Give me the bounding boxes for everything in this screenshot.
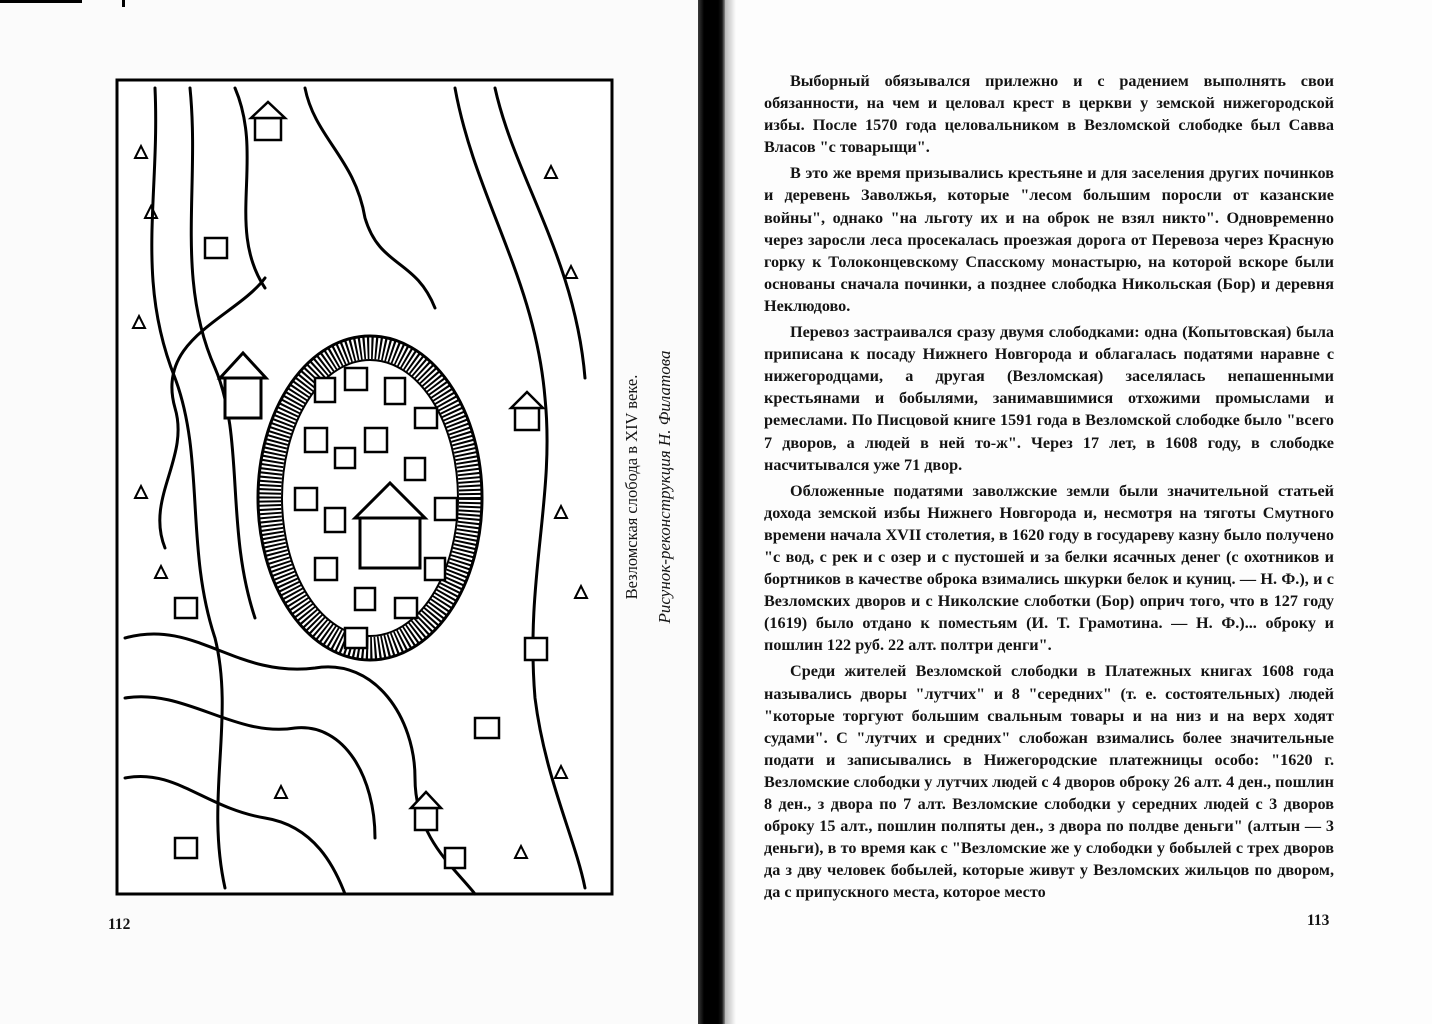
illustration-caption	[596, 78, 706, 896]
paragraph: Обложенные податями заволжские земли были значительной статьей дохода земской избы Нижнего Новгорода и, несмотря на тяготы Смутного времени начала XVII столетия, в 1620 году в государеву казну было получено "с вод, с рек и с озер и с пустошей и за белки ясачных денег (с охотников и бортников в качестве оброка взимались шкурки белок и куниц. — Н. Ф.), и с Везломских дворов и с Николские слоботки (Бор) оприч того, что в 127 году (1619) было отдано к поместьям (И. Т. Грамотина. — Н. Ф.)... оброку и пошлин 122 руб. 22 алт. полтри денги".	[764, 481, 1334, 655]
page-number-left: 112	[108, 916, 131, 933]
body-text	[764, 70, 1334, 907]
scan-edge-tick	[122, 0, 125, 7]
spine-shadow	[726, 0, 736, 1024]
scan-edge-mark	[0, 0, 82, 3]
caption-title: Везломская слобода в XIV веке.	[622, 374, 641, 600]
gate-tower-left	[225, 378, 261, 418]
settlement-illustration	[115, 78, 614, 896]
paragraph: В это же время призывались крестьяне и для заселения других починков и деревень Заволжья, которые "лесом большим поросли от казанские войны", однако "на льготу их и на оброк не взял никто". Одновременно через заросли леса просекалась проезжая дорога от Перевоза через Красную горку к Толоконцевскому Спасскому монастырю, на которой вскоре были основаны сначала починки, а позднее слободка Никольская (Бор) и деревня Неклюдово.	[764, 164, 1334, 315]
book-spine	[698, 0, 726, 1024]
gate-tower-main	[360, 518, 420, 568]
paragraph: Перевоз застраивался сразу двумя слободками: одна (Копытовская) была приписана к посаду Нижнего Новгорода и облагалась податями наравне с нижегородцами, а другая (Везломская) заселялась непашенными крестьянами и бобылями, занимавшимися отхожими промыслами и ремеслами. По Писцовой книге 1591 года в Везломской слободке было "всего 7 дворов, а людей в ней то-ж". Через 17 лет, в 1608 году, в слободке насчитывался уже 71 двор.	[764, 323, 1334, 474]
paragraph: Среди жителей Везломской слободки в Платежных книгах 1608 года назывались дворы "лутчих" и 8 "середних" (т. е. состоятельных) людей "которые торгуют большим свальным товары и на низ и на верх ходят судами". С "лутчих и средних" слобожан взимались более значительные подати и записывались в Нижегородские платежницы особо: "1620 г. Везломские слободки у лутчих людей с 4 дворов оброку 26 алт. 4 ден., пошлин 8 ден., з двора по 7 алт. Везломские слободки у середних людей с 3 дворов оброку 15 алт., пошлин полпяты ден., з двора по полдве деньги" (алтын — 3 деньги), в то время как с "Везломские же у слободки у бобылей с трех дворов да з дву человек бобылей, которые живут у Везломских жильцов по двором, да с припускного места, которое место	[764, 662, 1334, 902]
settlement-drawing	[115, 78, 614, 896]
page-number-right: 113	[1307, 912, 1330, 929]
paragraph: Выборный обязывался прилежно и с радением выполнять свои обязанности, на чем и целовал крест в церкви у земской нижегородской избы. После 1570 года целовальником в Везломской слободке был Савва Власов "с товарыщи".	[764, 72, 1334, 157]
caption-credit: Рисунок-реконструкция Н. Филатова	[655, 350, 674, 624]
